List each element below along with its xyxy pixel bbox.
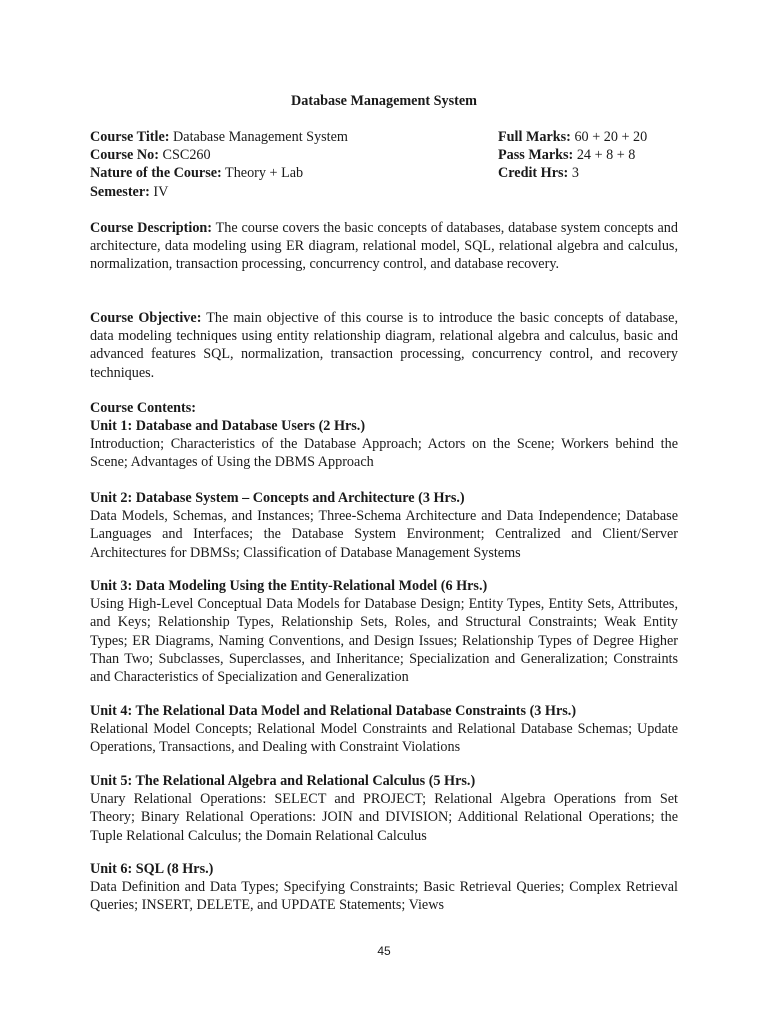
nature-value: Theory + Lab bbox=[221, 165, 304, 182]
description-text: The course covers the basic concepts of databases, database system concepts and architecture, data modeling using ER diagram, relational model, SQL, relational algebra and calculus, normalization, transaction processing, concurrency control, and database recovery. bbox=[90, 220, 678, 273]
pass-marks-label: Pass Marks: bbox=[498, 147, 574, 164]
unit-block bbox=[90, 772, 678, 845]
course-no-row bbox=[90, 146, 470, 164]
unit-heading: Unit 2: Database System – Concepts and Architecture (3 Hrs.) bbox=[90, 490, 465, 506]
full-marks-value: 60 + 20 + 20 bbox=[570, 129, 648, 145]
credit-hrs-label: Credit Hrs: bbox=[498, 165, 569, 182]
unit-heading: Unit 6: SQL (8 Hrs.) bbox=[90, 861, 214, 877]
unit-heading: Unit 5: The Relational Algebra and Relational Calculus (5 Hrs.) bbox=[90, 773, 476, 789]
objective-label: Course Objective: bbox=[90, 310, 202, 326]
description-label: Course Description: bbox=[90, 220, 213, 236]
unit-block bbox=[90, 860, 678, 915]
course-title-value: Database Management System bbox=[169, 129, 348, 145]
unit-heading: Unit 4: The Relational Data Model and Relational Database Constraints (3 Hrs.) bbox=[90, 703, 577, 719]
unit-body: Introduction; Characteristics of the Database Approach; Actors on the Scene; Workers behind the Scene; Advantages of Using the DBMS Approach bbox=[90, 436, 678, 471]
objective-text: The main objective of this course is to introduce the basic concepts of database, data modeling techniques using entity relationship diagram, relational algebra and calculus, basic and advanced features SQL, normalization, transaction processing, concurrency control, and recovery techniques. bbox=[90, 310, 678, 381]
page-number: 45 bbox=[377, 944, 391, 958]
unit-body: Data Definition and Data Types; Specifying Constraints; Basic Retrieval Queries; Complex Retrieval Queries; INSERT, DELETE, and UPDATE Statements; Views bbox=[90, 879, 678, 914]
nature-row bbox=[90, 164, 470, 182]
unit-heading: Unit 3: Data Modeling Using the Entity-Relational Model (6 Hrs.) bbox=[90, 578, 488, 594]
full-marks-row bbox=[498, 128, 678, 146]
course-title-label: Course Title: bbox=[90, 129, 170, 145]
semester-label: Semester: bbox=[90, 183, 150, 200]
course-meta-left bbox=[90, 128, 470, 201]
semester-value: IV bbox=[149, 183, 169, 200]
semester-row bbox=[90, 183, 470, 201]
course-description bbox=[90, 219, 678, 274]
unit-block bbox=[90, 702, 678, 757]
credit-hrs-row bbox=[498, 164, 678, 182]
course-meta-right bbox=[498, 128, 678, 183]
unit-block bbox=[90, 489, 678, 562]
full-marks-label: Full Marks: bbox=[498, 129, 571, 145]
contents-label: Course Contents: bbox=[90, 400, 197, 416]
unit-block bbox=[90, 577, 678, 686]
page-title: Database Management System bbox=[291, 93, 477, 109]
pass-marks-value: 24 + 8 + 8 bbox=[573, 147, 636, 164]
unit-body: Relational Model Concepts; Relational Model Constraints and Relational Database Schemas; Update Operations, Transactions, and Dealing with Constraint Violations bbox=[90, 721, 678, 756]
unit-block bbox=[90, 417, 678, 472]
unit-heading: Unit 1: Database and Database Users (2 Hrs.) bbox=[90, 418, 366, 434]
course-no-value: CSC260 bbox=[158, 147, 211, 164]
course-contents-heading bbox=[90, 399, 678, 417]
document-page bbox=[90, 0, 678, 1024]
credit-hrs-value: 3 bbox=[568, 165, 579, 182]
pass-marks-row bbox=[498, 146, 678, 164]
course-no-label: Course No: bbox=[90, 147, 159, 164]
unit-body: Using High-Level Conceptual Data Models for Database Design; Entity Types, Entity Sets, Attributes, and Keys; Relationship Types, Relationship Sets, Roles, and Structural Constraints; Weak Entity Types; ER Diagrams, Naming Conventions, and Design Issues; Relationship Types of Degree Higher Than Two; Subclasses, Superclasses, and Inheritance; Specialization and Generalization; Constraints and Characteristics of Specialization and Generalization bbox=[90, 596, 678, 686]
unit-body: Unary Relational Operations: SELECT and PROJECT; Relational Algebra Operations from Set Theory; Binary Relational Operations: JOIN and DIVISION; Additional Relational Operations; the Tuple Relational Calculus; the Domain Relational Calculus bbox=[90, 791, 678, 844]
course-objective bbox=[90, 309, 678, 382]
course-title-row bbox=[90, 128, 470, 146]
unit-body: Data Models, Schemas, and Instances; Three-Schema Architecture and Data Independence; Database Languages and Interfaces; the Database System Environment; Centralized and Client/Server Architectures for DBMSs; Classification of Database Management Systems bbox=[90, 508, 678, 561]
nature-label: Nature of the Course: bbox=[90, 165, 222, 182]
